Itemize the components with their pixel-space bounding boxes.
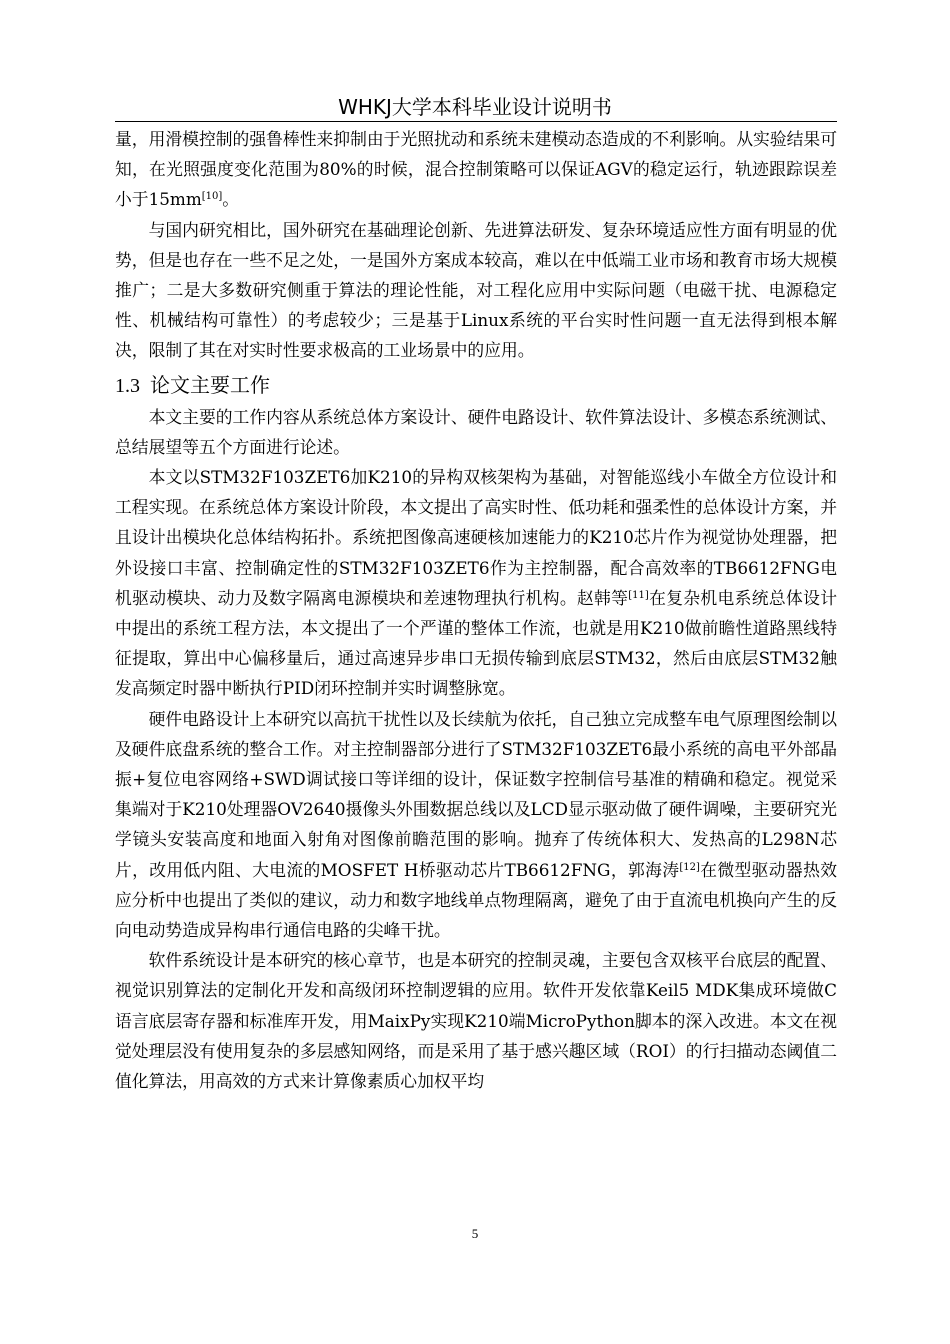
paragraph-overview: 本文主要的工作内容从系统总体方案设计、硬件电路设计、软件算法设计、多模态系统测试、总结展望等五个方面进行论述。 (115, 406, 837, 457)
page-header-title: WHKJ大学本科毕业设计说明书 (338, 95, 612, 119)
paragraph-text: 量，用滑模控制的强鲁棒性来抑制由于光照扰动和系统未建模动态造成的不利影响。从实验结果可知，在光照强度变化范围为80%的时候，混合控制策略可以保证AGV的稳定运行，轨迹跟踪误差小于15mm (115, 129, 837, 210)
citation-ref: [10] (201, 191, 223, 203)
paragraph-text: 硬件电路设计上本研究以高抗干扰性以及长续航为依托，自己独立完成整车电气原理图绘制以及硬件底盘系统的整合工作。对主控制器部分进行了STM32F103ZET6最小系统的高电平外部晶振+复位电容网络+SWD调试接口等详细的设计，保证数字控制信号基准的精确和稳定。视觉采集端对于K210处理器OV2640摄像头外围数据总线以及LCD显示驱动做了硬件调噪，主要研究光学镜头安装高度和地面入射角对图像前瞻范围的影响。抛弃了传统体积大、发热高的L298N芯片，改用低内阻、大电流的MOSFET H桥驱动芯片TB6612FNG，郭海涛 (115, 708, 837, 880)
paragraph-text-end: 在微型驱动器热效应分析中也提出了类似的建议，动力和数字地线单点物理隔离，避免了由于直流电机换向产生的反向电动势造成异构串行通信电路的尖峰干扰。 (115, 859, 837, 941)
citation-ref: [11] (628, 589, 649, 601)
paragraph-hardware (115, 704, 837, 946)
section-heading (115, 372, 837, 399)
header-rule (115, 121, 837, 122)
section-title: 论文主要工作 (150, 372, 270, 397)
paragraph-comparison: 与国内研究相比，国外研究在基础理论创新、先进算法研发、复杂环境适应性方面有明显的优势，但是也存在一些不足之处，一是国外方案成本较高，难以在中低端工业市场和教育市场大规模推广；二是大多数研究侧重于算法的理论性能，对工程化应用中实际问题（电磁干扰、电源稳定性、机械结构可靠性）的考虑较少；三是基于Linux系统的平台实时性问题一直无法得到根本解决，限制了其在对实时性要求极高的工业场景中的应用。 (115, 219, 837, 361)
paragraph-software: 软件系统设计是本研究的核心章节，也是本研究的控制灵魂，主要包含双核平台底层的配置、视觉识别算法的定制化开发和高级闭环控制逻辑的应用。软件开发依靠Keil5 MDK集成环境做C语言底层寄存器和标准库开发，用MaixPy实现K210端MicroPython脚本的深入改进。本文在视觉处理层没有使用复杂的多层感知网络，而是采用了基于感兴趣区域（ROI）的行扫描动态阈值二值化算法，用高效的方式来计算像素质心加权平均 (115, 950, 837, 1092)
document-body (115, 124, 837, 1096)
paragraph-text-end: 在复杂机电系统总体设计中提出的系统工程方法，本文提出了一个严谨的整体工作流，也就是用K210做前瞻性道路黑线特征提取，算出中心偏移量后，通过高速异步串口无损传输到底层STM32，然后由底层STM32触发高频定时器中断执行PID闭环控制并实时调整脉宽。 (115, 587, 837, 699)
paragraph-continuation (115, 124, 837, 215)
paragraph-architecture (115, 462, 837, 704)
page-number: 5 (471, 1226, 479, 1241)
section-number: 1.3 (115, 374, 140, 397)
citation-ref: [12] (679, 861, 700, 873)
paragraph-text-end: 。 (222, 189, 240, 210)
paragraph-text: 本文以STM32F103ZET6加K210的异构双核架构为基础，对智能巡线小车做全方位设计和工程实现。在系统总体方案设计阶段，本文提出了高实时性、低功耗和强柔性的总体设计方案，并且设计出模块化总体结构拓扑。系统把图像高速硬核加速能力的K210芯片作为视觉协处理器，把外设接口丰富、控制确定性的STM32F103ZET6作为主控制器，配合高效率的TB6612FNG电机驱动模块、动力及数字隔离电源模块和差速物理执行机构。赵韩等 (115, 467, 837, 608)
